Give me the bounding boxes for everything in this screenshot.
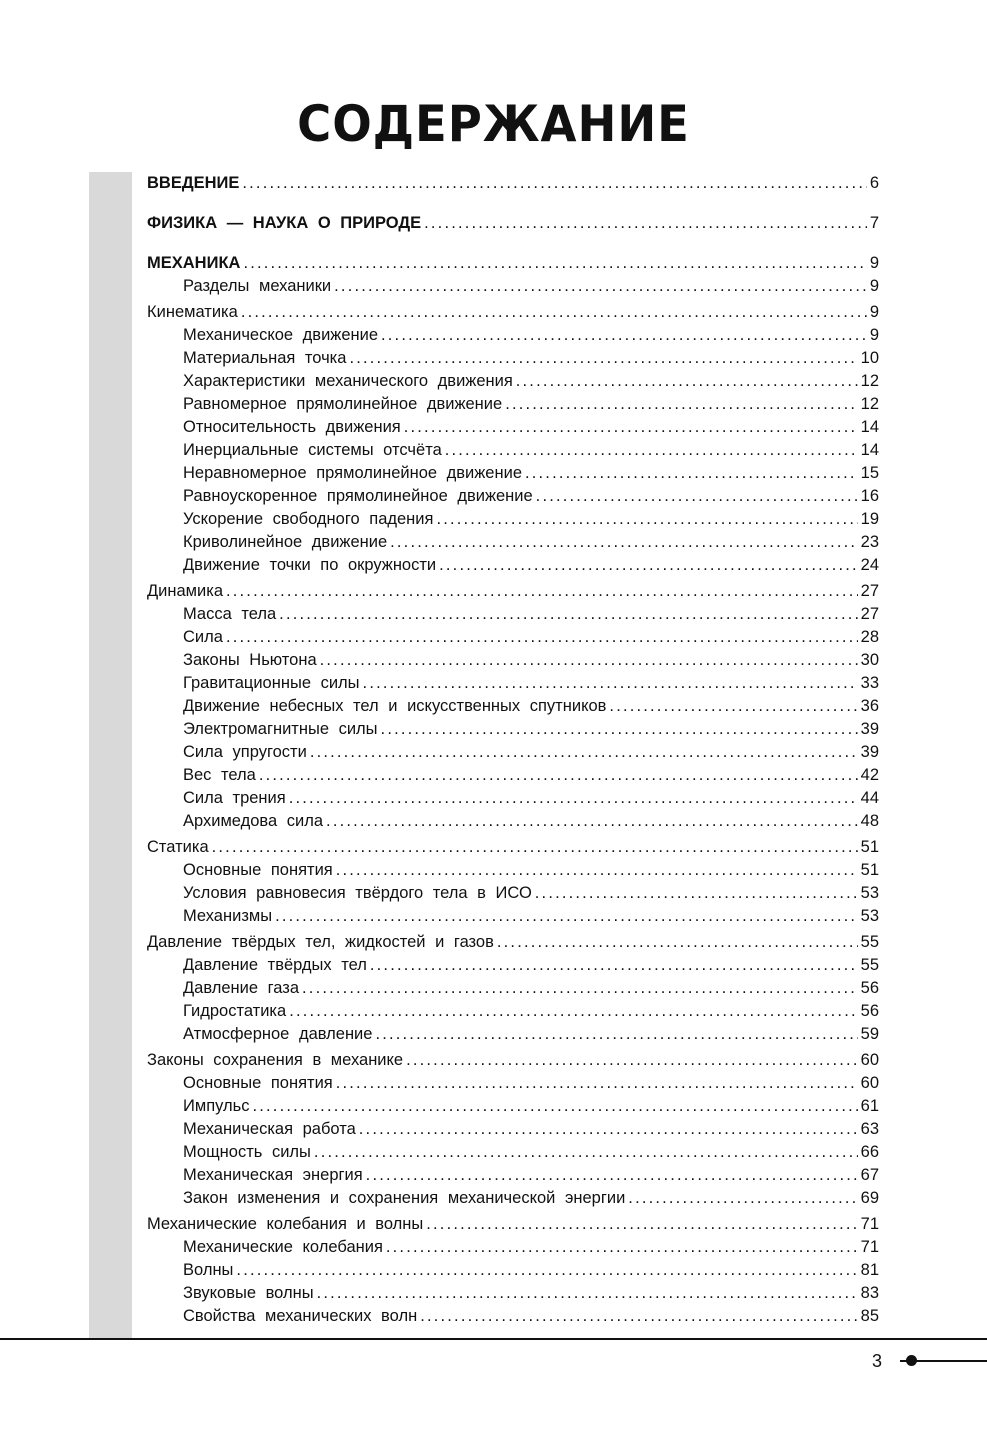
toc-entry-title: Условия равновесия твёрдого тела в ИСО — [183, 884, 532, 902]
toc-page-number: 59 — [860, 1025, 879, 1043]
toc-item — [147, 1187, 879, 1210]
toc-leader-dots — [336, 859, 858, 882]
toc-entry-title: Характеристики механического движения — [183, 372, 513, 390]
toc-page-number: 71 — [860, 1238, 879, 1256]
toc-page-number: 53 — [860, 884, 879, 902]
toc-item — [147, 649, 879, 672]
toc-page-number: 23 — [860, 533, 879, 551]
page-title: СОДЕРЖАНИЕ — [297, 95, 690, 153]
toc-item — [147, 485, 879, 508]
toc-page-number: 42 — [860, 766, 879, 784]
toc-item — [147, 882, 879, 905]
toc-section — [147, 1049, 879, 1072]
toc-entry-title: Движение точки по окружности — [183, 556, 437, 574]
toc-entry-title: МЕХАНИКА — [147, 254, 241, 272]
toc-item — [147, 1305, 879, 1328]
toc-leader-dots — [236, 1259, 857, 1282]
toc-page-number: 9 — [869, 303, 879, 321]
toc-page-number: 30 — [860, 651, 879, 669]
toc-entry-title: Сила — [183, 628, 223, 646]
toc-leader-dots — [424, 212, 867, 235]
toc-entry-title: ВВЕДЕНИЕ — [147, 174, 240, 192]
toc-page-number: 6 — [869, 174, 879, 192]
toc-entry-title: Разделы механики — [183, 277, 332, 295]
toc-page-number: 53 — [860, 907, 879, 925]
toc-entry-title: Статика — [147, 838, 209, 856]
toc-leader-dots — [390, 531, 858, 554]
toc-page-number: 39 — [860, 743, 879, 761]
toc-page-number: 51 — [860, 838, 879, 856]
toc-page-number: 27 — [860, 605, 879, 623]
toc-entry-title: Закон изменения и сохранения механической энергии — [183, 1189, 626, 1207]
toc-entry-title: Инерциальные системы отсчёта — [183, 441, 442, 459]
toc-page-number: 9 — [869, 277, 879, 295]
toc-page-number: 44 — [860, 789, 879, 807]
toc-entry-title: Основные понятия — [183, 861, 333, 879]
toc-entry-title: ФИЗИКА — НАУКА О ПРИРОДЕ — [147, 214, 422, 232]
toc-entry-title: Мощность силы — [183, 1143, 311, 1161]
toc-entry-title: Законы Ньютона — [183, 651, 317, 669]
toc-leader-dots — [226, 626, 858, 649]
toc-leader-dots — [406, 1049, 858, 1072]
toc-leader-dots — [242, 172, 866, 195]
toc-item — [147, 1236, 879, 1259]
toc-entry-title: Электромагнитные силы — [183, 720, 378, 738]
toc-item — [147, 1023, 879, 1046]
toc-leader-dots — [505, 393, 857, 416]
toc-item — [147, 905, 879, 928]
toc-page-number: 28 — [860, 628, 879, 646]
toc-page-number: 85 — [860, 1307, 879, 1325]
toc-item — [147, 859, 879, 882]
toc-item — [147, 370, 879, 393]
toc-leader-dots — [289, 1000, 857, 1023]
toc-item — [147, 1259, 879, 1282]
toc-item — [147, 1095, 879, 1118]
toc-entry-title: Механическая работа — [183, 1120, 356, 1138]
toc-leader-dots — [336, 1072, 858, 1095]
toc-page-number: 39 — [860, 720, 879, 738]
toc-page-number: 9 — [869, 326, 879, 344]
toc-entry-title: Свойства механических волн — [183, 1307, 418, 1325]
toc-leader-dots — [497, 931, 858, 954]
toc-page-number: 51 — [860, 861, 879, 879]
toc-leader-dots — [212, 836, 858, 859]
toc-item — [147, 741, 879, 764]
toc-leader-dots — [243, 252, 866, 275]
toc-entry-title: Движение небесных тел и искусственных спутников — [183, 697, 607, 715]
toc-entry-title: Динамика — [147, 582, 223, 600]
toc-item — [147, 416, 879, 439]
toc-item — [147, 393, 879, 416]
toc-leader-dots — [310, 741, 858, 764]
toc-leader-dots — [320, 649, 858, 672]
toc-page-number: 9 — [869, 254, 879, 272]
toc-page-number: 12 — [860, 395, 879, 413]
toc-leader-dots — [289, 787, 858, 810]
toc-item — [147, 1072, 879, 1095]
toc-leader-dots — [628, 1187, 857, 1210]
toc-leader-dots — [314, 1141, 858, 1164]
toc-item — [147, 1141, 879, 1164]
page-number: 3 — [872, 1351, 883, 1371]
toc-leader-dots — [381, 324, 867, 347]
toc-item — [147, 324, 879, 347]
toc-entry-title: Вес тела — [183, 766, 256, 784]
toc-leader-dots — [420, 1305, 857, 1328]
toc-page-number: 19 — [860, 510, 879, 528]
toc-leader-dots — [359, 1118, 858, 1141]
toc-leader-dots — [326, 810, 858, 833]
toc-leader-dots — [525, 462, 858, 485]
toc-item — [147, 508, 879, 531]
toc-leader-dots — [226, 580, 858, 603]
toc-item — [147, 626, 879, 649]
toc-page-number: 12 — [860, 372, 879, 390]
toc-page-number: 56 — [860, 1002, 879, 1020]
toc-page-number: 71 — [860, 1215, 879, 1233]
toc-entry-title: Кинематика — [147, 303, 238, 321]
toc-leader-dots — [436, 508, 857, 531]
toc-entry-title: Механические колебания — [183, 1238, 383, 1256]
toc-page-number: 15 — [860, 464, 879, 482]
toc-leader-dots — [334, 275, 867, 298]
toc-leader-dots — [445, 439, 858, 462]
toc-entry-title: Равноускоренное прямолинейное движение — [183, 487, 533, 505]
toc-entry-title: Законы сохранения в механике — [147, 1051, 404, 1069]
toc-section — [147, 212, 879, 235]
toc-entry-title: Сила упругости — [183, 743, 307, 761]
toc-page-number: 36 — [860, 697, 879, 715]
toc-item — [147, 462, 879, 485]
toc-leader-dots — [370, 954, 858, 977]
toc-entry-title: Гравитационные силы — [183, 674, 360, 692]
toc-leader-dots — [302, 977, 858, 1000]
toc-entry-title: Импульс — [183, 1097, 250, 1115]
toc-item — [147, 718, 879, 741]
toc-leader-dots — [363, 672, 858, 695]
toc-leader-dots — [386, 1236, 858, 1259]
toc-page-number: 67 — [860, 1166, 879, 1184]
toc-leader-dots — [275, 905, 858, 928]
toc-entry-title: Звуковые волны — [183, 1284, 314, 1302]
toc-page-number: 60 — [860, 1051, 879, 1069]
toc-leader-dots — [426, 1213, 857, 1236]
toc-page-number: 63 — [860, 1120, 879, 1138]
toc-page-number: 24 — [860, 556, 879, 574]
toc-leader-dots — [381, 718, 858, 741]
toc-item — [147, 1000, 879, 1023]
toc-page-number: 7 — [869, 214, 879, 232]
toc-entry-title: Архимедова сила — [183, 812, 324, 830]
toc-page-number: 81 — [860, 1261, 879, 1279]
toc-item — [147, 810, 879, 833]
toc-section — [147, 931, 879, 954]
toc-leader-dots — [241, 301, 867, 324]
toc-section — [147, 1213, 879, 1236]
toc-entry-title: Гидростатика — [183, 1002, 287, 1020]
toc-page-number: 48 — [860, 812, 879, 830]
toc-leader-dots — [279, 603, 857, 626]
toc-page-number: 33 — [860, 674, 879, 692]
toc-leader-dots — [375, 1023, 857, 1046]
toc-item — [147, 977, 879, 1000]
toc-page-number: 55 — [860, 933, 879, 951]
toc-item — [147, 695, 879, 718]
toc-entry-title: Основные понятия — [183, 1074, 333, 1092]
toc-entry-title: Равномерное прямолинейное движение — [183, 395, 503, 413]
toc-item — [147, 954, 879, 977]
toc-item — [147, 672, 879, 695]
toc-item — [147, 764, 879, 787]
toc-item — [147, 1118, 879, 1141]
toc-item — [147, 554, 879, 577]
toc-entry-title: Давление твёрдых тел — [183, 956, 367, 974]
toc-entry-title: Волны — [183, 1261, 234, 1279]
side-gray-bar — [89, 172, 132, 1338]
toc-page-number: 10 — [860, 349, 879, 367]
toc-entry-title: Механическое движение — [183, 326, 379, 344]
toc-page-number: 27 — [860, 582, 879, 600]
toc-section — [147, 836, 879, 859]
toc-item — [147, 1164, 879, 1187]
toc-leader-dots — [536, 485, 858, 508]
toc-leader-dots — [535, 882, 858, 905]
toc-entry-title: Механическая энергия — [183, 1166, 363, 1184]
toc-section — [147, 580, 879, 603]
toc-item — [147, 439, 879, 462]
toc-section — [147, 252, 879, 275]
page-marker-line — [916, 1360, 987, 1362]
toc-page-number: 16 — [860, 487, 879, 505]
toc-section — [147, 301, 879, 324]
toc-entry-title: Неравномерное прямолинейное движение — [183, 464, 522, 482]
toc-entry-title: Давление твёрдых тел, жидкостей и газов — [147, 933, 494, 951]
toc-page-number: 69 — [860, 1189, 879, 1207]
toc-entry-title: Ускорение свободного падения — [183, 510, 434, 528]
toc-page-number: 66 — [860, 1143, 879, 1161]
toc-entry-title: Криволинейное движение — [183, 533, 388, 551]
toc-entry-title: Материальная точка — [183, 349, 347, 367]
toc-page-number: 14 — [860, 441, 879, 459]
toc-item — [147, 787, 879, 810]
toc-entry-title: Механические колебания и волны — [147, 1215, 424, 1233]
toc-section — [147, 172, 879, 195]
toc-page-number: 60 — [860, 1074, 879, 1092]
toc-item — [147, 531, 879, 554]
toc-leader-dots — [349, 347, 857, 370]
toc-entry-title: Механизмы — [183, 907, 273, 925]
toc-leader-dots — [317, 1282, 858, 1305]
toc-leader-dots — [259, 764, 858, 787]
toc-item — [147, 1282, 879, 1305]
toc-leader-dots — [439, 554, 858, 577]
toc-entry-title: Давление газа — [183, 979, 300, 997]
toc-page-number: 83 — [860, 1284, 879, 1302]
toc-leader-dots — [253, 1095, 858, 1118]
toc-leader-dots — [404, 416, 858, 439]
toc-entry-title: Масса тела — [183, 605, 277, 623]
toc-item — [147, 275, 879, 298]
toc-leader-dots — [366, 1164, 858, 1187]
footer-rule — [0, 1338, 987, 1340]
toc-entry-title: Атмосферное давление — [183, 1025, 373, 1043]
toc-page-number: 61 — [860, 1097, 879, 1115]
toc-leader-dots — [609, 695, 857, 718]
table-of-contents — [147, 172, 879, 1328]
toc-item — [147, 603, 879, 626]
toc-entry-title: Сила трения — [183, 789, 286, 807]
toc-page-number: 14 — [860, 418, 879, 436]
toc-page-number: 56 — [860, 979, 879, 997]
toc-leader-dots — [516, 370, 858, 393]
toc-item — [147, 347, 879, 370]
toc-entry-title: Относительность движения — [183, 418, 401, 436]
toc-page-number: 55 — [860, 956, 879, 974]
